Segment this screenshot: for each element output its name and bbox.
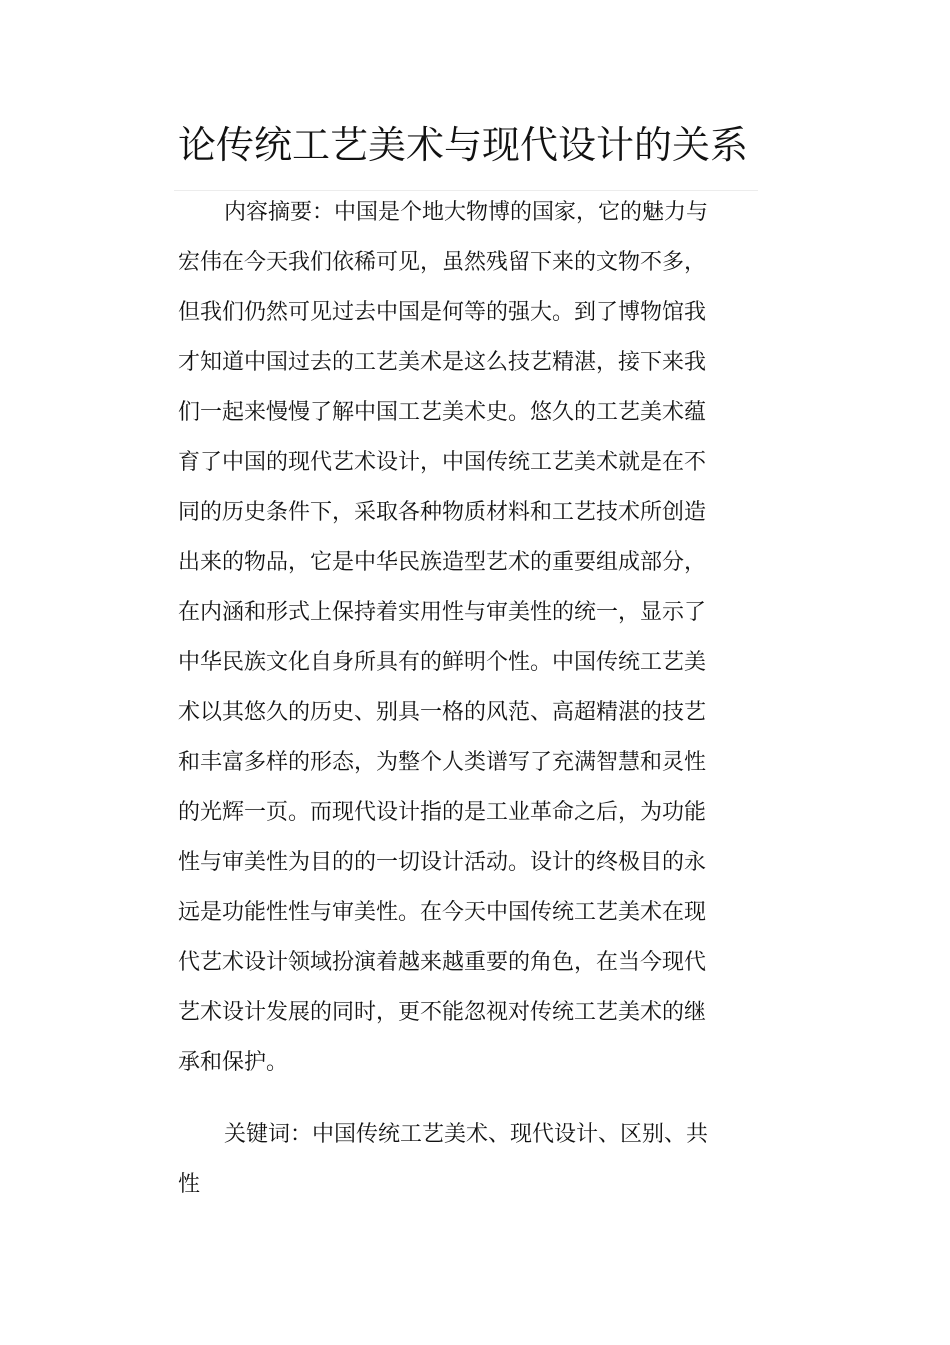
document-title: 论传统工艺美术与现代设计的关系: [178, 123, 749, 167]
abstract-line: 内容摘要：中国是个地大物博的国家，它的魅力与: [224, 200, 709, 225]
abstract-line: 出来的物品，它是中华民族造型艺术的重要组成部分，: [178, 550, 707, 575]
abstract-line: 代艺术设计领域扮演着越来越重要的角色，在当今现代: [178, 950, 707, 975]
abstract-line: 但我们仍然可见过去中国是何等的强大。到了博物馆我: [178, 300, 707, 325]
abstract-line: 宏伟在今天我们依稀可见，虽然残留下来的文物不多，: [178, 250, 707, 275]
abstract-line: 在内涵和形式上保持着实用性与审美性的统一，显示了: [178, 600, 707, 625]
keywords-paragraph: [178, 1110, 709, 1210]
abstract-paragraph: [178, 188, 709, 1088]
abstract-line: 远是功能性性与审美性。在今天中国传统工艺美术在现: [178, 900, 707, 925]
abstract-line: 中华民族文化自身所具有的鲜明个性。中国传统工艺美: [178, 650, 707, 675]
abstract-line: 的光辉一页。而现代设计指的是工业革命之后，为功能: [178, 800, 707, 825]
abstract-line: 艺术设计发展的同时，更不能忽视对传统工艺美术的继: [178, 1000, 707, 1025]
abstract-line: 承和保护。: [178, 1050, 289, 1075]
abstract-line: 和丰富多样的形态，为整个人类谱写了充满智慧和灵性: [178, 750, 707, 775]
abstract-line: 育了中国的现代艺术设计，中国传统工艺美术就是在不: [178, 450, 707, 475]
abstract-line: 术以其悠久的历史、别具一格的风范、高超精湛的技艺: [178, 700, 707, 725]
abstract-line: 同的历史条件下，采取各种物质材料和工艺技术所创造: [178, 500, 707, 525]
abstract-line: 才知道中国过去的工艺美术是这么技艺精湛，接下来我: [178, 350, 707, 375]
keywords-line: 性: [178, 1172, 201, 1197]
abstract-line: 们一起来慢慢了解中国工艺美术史。悠久的工艺美术蕴: [178, 400, 707, 425]
abstract-line: 性与审美性为目的的一切设计活动。设计的终极目的永: [178, 850, 707, 875]
keywords-line: 关键词：中国传统工艺美术、现代设计、区别、共: [224, 1122, 709, 1147]
